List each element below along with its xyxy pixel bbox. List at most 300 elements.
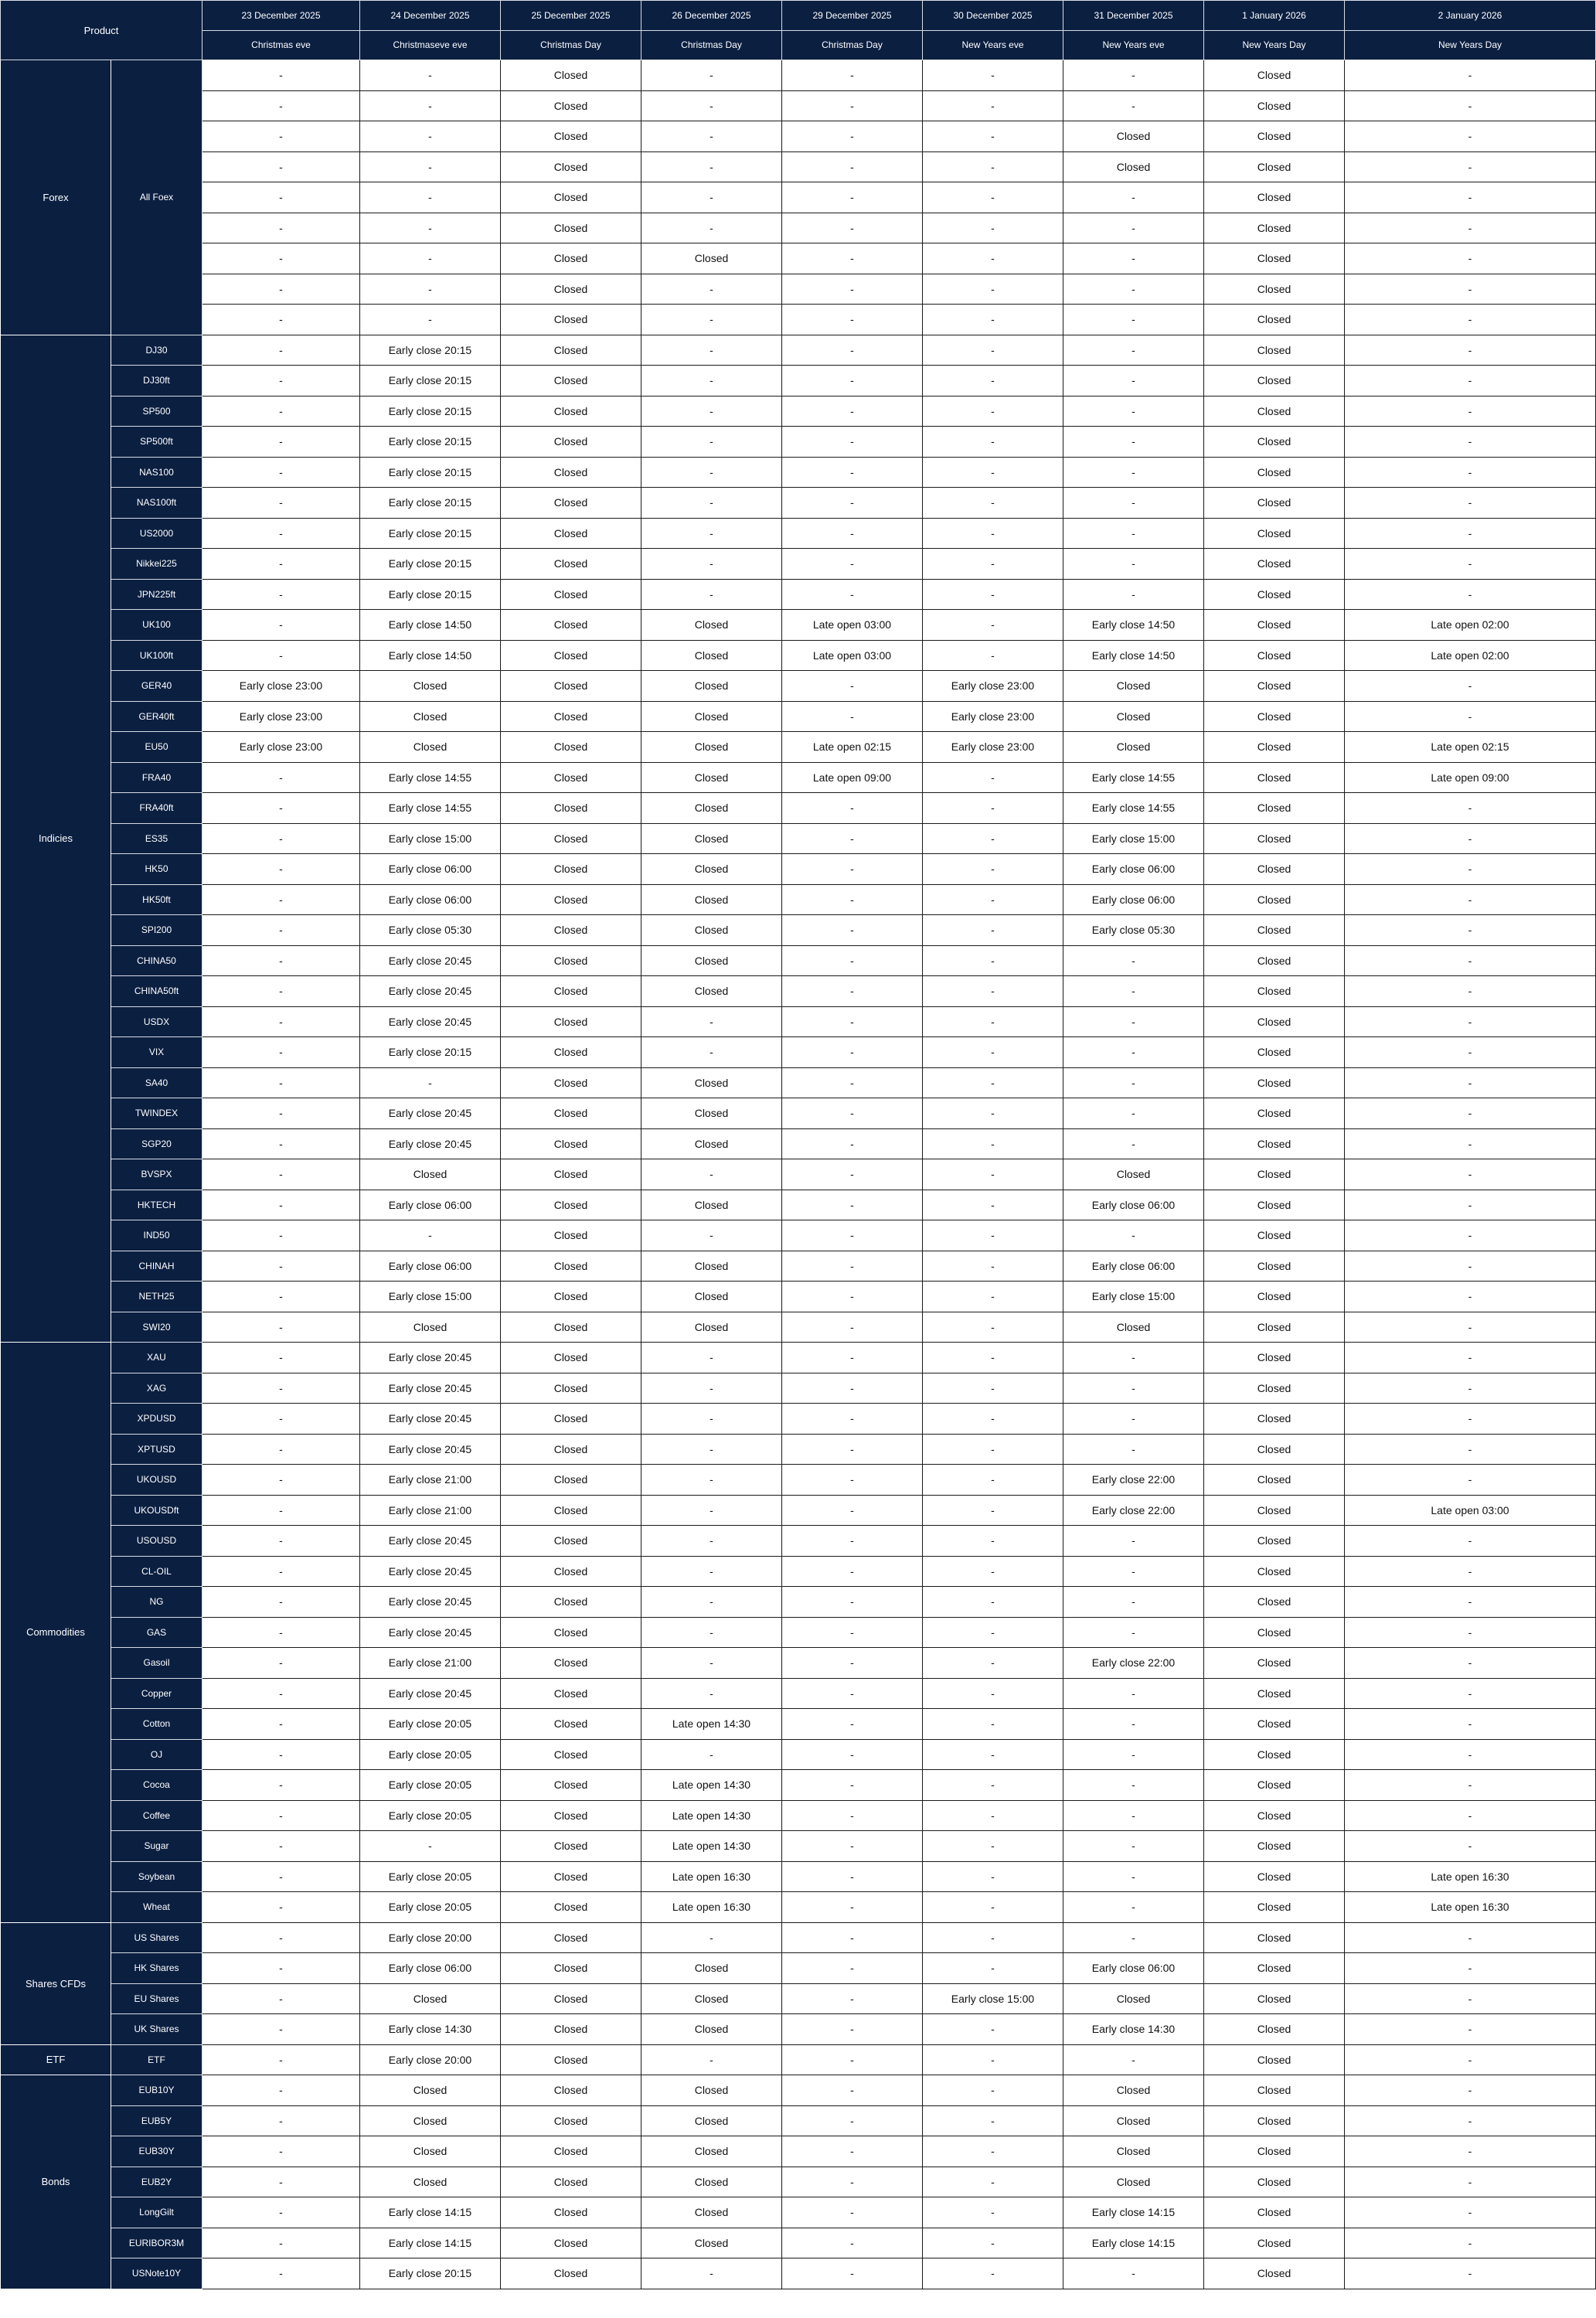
schedule-cell: Closed (501, 1495, 641, 1526)
schedule-cell: - (202, 610, 360, 641)
table-row (1, 1465, 1596, 1496)
schedule-cell: Late open 16:30 (1345, 1861, 1596, 1892)
table-row (1, 701, 1596, 732)
table-row (1, 1159, 1596, 1190)
schedule-cell: - (782, 1128, 923, 1159)
schedule-cell: Closed (1204, 1251, 1345, 1282)
schedule-cell: - (360, 60, 501, 91)
schedule-cell: Closed (1204, 1343, 1345, 1373)
schedule-cell: - (1345, 2136, 1596, 2167)
schedule-cell: Closed (501, 1343, 641, 1373)
schedule-cell: - (1345, 2228, 1596, 2258)
schedule-cell: Closed (501, 335, 641, 366)
schedule-cell: Early close 06:00 (1063, 1251, 1204, 1282)
schedule-cell: - (782, 1709, 923, 1740)
table-row (1, 1098, 1596, 1129)
schedule-cell: - (202, 579, 360, 610)
schedule-cell: Early close 20:45 (360, 1617, 501, 1648)
table-row (1, 1709, 1596, 1740)
schedule-cell: - (1345, 2075, 1596, 2106)
schedule-cell: - (923, 793, 1063, 824)
schedule-cell: - (923, 1312, 1063, 1343)
schedule-cell: - (923, 60, 1063, 91)
schedule-cell: Closed (501, 2258, 641, 2289)
schedule-cell: - (1063, 1770, 1204, 1801)
schedule-cell: - (782, 366, 923, 397)
schedule-cell: Closed (360, 2105, 501, 2136)
table-row (1, 762, 1596, 793)
table-row (1, 1006, 1596, 1037)
schedule-cell: Closed (1204, 1037, 1345, 1068)
schedule-cell: Early close 06:00 (1063, 884, 1204, 915)
schedule-cell: - (202, 1495, 360, 1526)
schedule-cell: Closed (501, 213, 641, 243)
schedule-cell: Early close 20:05 (360, 1709, 501, 1740)
schedule-cell: - (202, 2197, 360, 2228)
schedule-cell: - (1063, 488, 1204, 519)
schedule-cell: - (202, 1220, 360, 1251)
schedule-cell: - (1063, 1678, 1204, 1709)
product-cell: BVSPX (111, 1159, 202, 1190)
schedule-cell: - (923, 1128, 1063, 1159)
schedule-cell: Closed (1204, 884, 1345, 915)
schedule-cell: - (782, 335, 923, 366)
schedule-cell: Early close 14:15 (360, 2228, 501, 2258)
schedule-cell: - (202, 762, 360, 793)
schedule-cell: - (1345, 335, 1596, 366)
schedule-cell: - (641, 366, 782, 397)
schedule-cell: Closed (501, 182, 641, 213)
schedule-cell: - (782, 2258, 923, 2289)
schedule-cell: Closed (360, 732, 501, 763)
schedule-cell: Closed (501, 1678, 641, 1709)
schedule-cell: Closed (501, 701, 641, 732)
category-cell: Commodities (1, 1343, 111, 1923)
product-cell: SGP20 (111, 1128, 202, 1159)
table-row (1, 2197, 1596, 2228)
schedule-cell: Early close 20:15 (360, 1037, 501, 1068)
schedule-cell: Early close 15:00 (1063, 823, 1204, 854)
schedule-cell: - (1345, 1159, 1596, 1190)
schedule-cell: - (782, 1098, 923, 1129)
schedule-cell: Closed (1204, 2197, 1345, 2228)
product-cell: GER40 (111, 671, 202, 702)
schedule-cell: Early close 20:45 (360, 1434, 501, 1465)
product-cell: LongGilt (111, 2197, 202, 2228)
schedule-cell: - (360, 1220, 501, 1251)
table-row (1, 1128, 1596, 1159)
schedule-cell: Closed (501, 1526, 641, 1557)
table-row (1, 2105, 1596, 2136)
schedule-cell: - (1063, 60, 1204, 91)
schedule-cell: - (641, 488, 782, 519)
schedule-cell: - (1345, 427, 1596, 458)
schedule-cell: Closed (1204, 2075, 1345, 2106)
schedule-cell: - (202, 90, 360, 121)
schedule-cell: Closed (360, 701, 501, 732)
schedule-cell: - (1063, 549, 1204, 580)
schedule-cell: Closed (501, 427, 641, 458)
table-row (1, 1587, 1596, 1618)
schedule-cell: - (202, 884, 360, 915)
schedule-cell: - (202, 1373, 360, 1404)
schedule-cell: Late open 16:30 (1345, 1892, 1596, 1923)
schedule-cell: Early close 21:00 (360, 1495, 501, 1526)
product-cell: IND50 (111, 1220, 202, 1251)
product-cell: Soybean (111, 1861, 202, 1892)
schedule-cell: Closed (1204, 518, 1345, 549)
schedule-cell: - (923, 121, 1063, 152)
schedule-cell: - (202, 1037, 360, 1068)
schedule-cell: - (923, 1404, 1063, 1435)
schedule-cell: - (360, 90, 501, 121)
schedule-cell: Closed (641, 701, 782, 732)
schedule-cell: Closed (1204, 1831, 1345, 1862)
product-cell: DJ30ft (111, 366, 202, 397)
schedule-cell: - (782, 2167, 923, 2197)
schedule-cell: Closed (501, 1190, 641, 1220)
schedule-cell: - (1345, 1037, 1596, 1068)
holiday-header: Christmas Day (782, 30, 923, 60)
schedule-cell: - (202, 121, 360, 152)
schedule-cell: Early close 20:15 (360, 396, 501, 427)
schedule-cell: - (923, 1617, 1063, 1648)
schedule-cell: Closed (641, 2167, 782, 2197)
schedule-cell: - (782, 1465, 923, 1496)
schedule-cell: Closed (360, 2167, 501, 2197)
schedule-cell: Late open 02:00 (1345, 610, 1596, 641)
schedule-cell: - (923, 1739, 1063, 1770)
schedule-cell: Early close 14:15 (1063, 2228, 1204, 2258)
table-row (1, 1739, 1596, 1770)
schedule-cell: - (202, 1648, 360, 1679)
schedule-cell: Closed (1063, 151, 1204, 182)
schedule-cell: - (923, 2258, 1063, 2289)
table-row (1, 945, 1596, 976)
schedule-cell: Closed (501, 854, 641, 885)
schedule-cell: - (782, 549, 923, 580)
schedule-cell: Closed (501, 1159, 641, 1190)
schedule-cell: Early close 20:15 (360, 457, 501, 488)
product-cell: FRA40 (111, 762, 202, 793)
date-header: 2 January 2026 (1345, 1, 1596, 31)
schedule-cell: - (202, 2044, 360, 2075)
product-cell: XPDUSD (111, 1404, 202, 1435)
schedule-cell: - (1345, 60, 1596, 91)
table-row (1, 366, 1596, 397)
schedule-cell: - (202, 915, 360, 946)
schedule-cell: Closed (1204, 60, 1345, 91)
schedule-cell: - (1063, 305, 1204, 335)
schedule-cell: - (1345, 1404, 1596, 1435)
schedule-cell: - (360, 305, 501, 335)
schedule-cell: Closed (1204, 762, 1345, 793)
schedule-cell: - (782, 488, 923, 519)
schedule-cell: Closed (641, 823, 782, 854)
schedule-cell: - (1345, 213, 1596, 243)
schedule-cell: Closed (641, 915, 782, 946)
table-row (1, 2258, 1596, 2289)
schedule-cell: - (782, 1220, 923, 1251)
product-cell: EU Shares (111, 1983, 202, 2014)
schedule-cell: - (641, 1006, 782, 1037)
schedule-cell: Early close 20:45 (360, 1404, 501, 1435)
schedule-cell: Early close 20:05 (360, 1892, 501, 1923)
schedule-cell: Early close 06:00 (1063, 1190, 1204, 1220)
schedule-cell: Early close 20:45 (360, 1006, 501, 1037)
table-row (1, 1190, 1596, 1220)
schedule-cell: Closed (1063, 671, 1204, 702)
schedule-cell: Closed (1204, 1098, 1345, 1129)
schedule-cell: Closed (1204, 1373, 1345, 1404)
schedule-cell: - (923, 1465, 1063, 1496)
schedule-cell: - (782, 1312, 923, 1343)
schedule-cell: - (1345, 518, 1596, 549)
schedule-cell: Closed (501, 90, 641, 121)
schedule-cell: - (202, 2228, 360, 2258)
product-cell: US Shares (111, 1922, 202, 1953)
product-cell: OJ (111, 1739, 202, 1770)
schedule-cell: - (782, 1037, 923, 1068)
schedule-cell: Early close 20:45 (360, 1343, 501, 1373)
schedule-cell: - (1345, 549, 1596, 580)
schedule-cell: Closed (1204, 549, 1345, 580)
schedule-cell: - (923, 549, 1063, 580)
schedule-cell: - (923, 640, 1063, 671)
schedule-cell: - (923, 1434, 1063, 1465)
schedule-cell: Closed (641, 1282, 782, 1312)
schedule-cell: - (202, 1312, 360, 1343)
schedule-cell: Early close 06:00 (360, 884, 501, 915)
table-row (1, 1312, 1596, 1343)
schedule-cell: Closed (1204, 1465, 1345, 1496)
schedule-cell: Closed (1204, 1739, 1345, 1770)
schedule-cell: - (923, 854, 1063, 885)
schedule-cell: - (202, 1953, 360, 1984)
schedule-cell: - (641, 1373, 782, 1404)
product-cell: XAU (111, 1343, 202, 1373)
schedule-cell: Closed (501, 1556, 641, 1587)
schedule-cell: Early close 23:00 (923, 671, 1063, 702)
schedule-cell: - (360, 243, 501, 274)
schedule-cell: Early close 20:45 (360, 1678, 501, 1709)
schedule-cell: Closed (501, 1434, 641, 1465)
schedule-cell: - (1345, 1739, 1596, 1770)
product-cell: DJ30 (111, 335, 202, 366)
schedule-cell: - (923, 1922, 1063, 1953)
schedule-cell: - (1063, 1373, 1204, 1404)
table-row (1, 1404, 1596, 1435)
schedule-cell: - (1345, 1098, 1596, 1129)
schedule-cell: - (923, 1800, 1063, 1831)
schedule-cell: Closed (501, 549, 641, 580)
schedule-cell: Closed (501, 1709, 641, 1740)
schedule-cell: - (1063, 1587, 1204, 1618)
schedule-cell: Closed (501, 2044, 641, 2075)
schedule-cell: Closed (1204, 1128, 1345, 1159)
schedule-cell: Closed (1204, 1067, 1345, 1098)
product-cell: EUB2Y (111, 2167, 202, 2197)
schedule-cell: - (923, 335, 1063, 366)
holiday-header: Christmas Day (501, 30, 641, 60)
schedule-cell: - (923, 976, 1063, 1007)
schedule-cell: - (782, 701, 923, 732)
table-row (1, 396, 1596, 427)
schedule-cell: Closed (501, 2197, 641, 2228)
schedule-cell: Closed (501, 610, 641, 641)
schedule-cell: - (641, 90, 782, 121)
date-header: 30 December 2025 (923, 1, 1063, 31)
schedule-cell: Closed (501, 945, 641, 976)
schedule-cell: Early close 06:00 (360, 1190, 501, 1220)
schedule-cell: - (1345, 915, 1596, 946)
product-cell: HK Shares (111, 1953, 202, 1984)
schedule-cell: Closed (501, 1587, 641, 1618)
product-cell: UK100 (111, 610, 202, 641)
product-cell: SA40 (111, 1067, 202, 1098)
schedule-cell: Closed (1063, 732, 1204, 763)
product-cell: UKOUSDft (111, 1495, 202, 1526)
schedule-cell: - (202, 274, 360, 305)
schedule-cell: Early close 14:50 (360, 640, 501, 671)
schedule-cell: Closed (501, 1282, 641, 1312)
product-cell: UK100ft (111, 640, 202, 671)
schedule-cell: - (1345, 1587, 1596, 1618)
schedule-cell: Early close 15:00 (360, 1282, 501, 1312)
schedule-cell: - (202, 2014, 360, 2045)
schedule-cell: - (1345, 2197, 1596, 2228)
product-cell: HKTECH (111, 1190, 202, 1220)
schedule-cell: Early close 14:50 (360, 610, 501, 641)
schedule-cell: Early close 21:00 (360, 1465, 501, 1496)
schedule-cell: - (923, 151, 1063, 182)
date-header: 25 December 2025 (501, 1, 641, 31)
schedule-cell: Closed (1204, 1953, 1345, 1984)
schedule-cell: - (1345, 1831, 1596, 1862)
schedule-cell: Closed (501, 1770, 641, 1801)
schedule-cell: Closed (1204, 701, 1345, 732)
schedule-cell: Closed (1063, 1983, 1204, 2014)
schedule-cell: Early close 14:15 (360, 2197, 501, 2228)
schedule-cell: Closed (501, 305, 641, 335)
schedule-cell: - (641, 1556, 782, 1587)
schedule-cell: - (360, 213, 501, 243)
schedule-cell: - (202, 945, 360, 976)
schedule-cell: Closed (1204, 1892, 1345, 1923)
schedule-cell: - (360, 121, 501, 152)
schedule-cell: - (641, 1739, 782, 1770)
schedule-cell: Closed (501, 1220, 641, 1251)
product-cell: CHINAH (111, 1251, 202, 1282)
table-row (1, 915, 1596, 946)
holiday-header: Christmas eve (202, 30, 360, 60)
schedule-cell: Closed (641, 1128, 782, 1159)
category-cell: Indicies (1, 335, 111, 1343)
date-header: 31 December 2025 (1063, 1, 1204, 31)
schedule-cell: - (1063, 182, 1204, 213)
schedule-cell: - (1345, 305, 1596, 335)
schedule-cell: - (1063, 396, 1204, 427)
schedule-cell: - (923, 1953, 1063, 1984)
schedule-cell: - (1063, 518, 1204, 549)
schedule-cell: - (1063, 1617, 1204, 1648)
schedule-cell: Closed (1063, 1312, 1204, 1343)
schedule-cell: Closed (501, 1373, 641, 1404)
schedule-cell: - (1063, 1006, 1204, 1037)
schedule-cell: - (641, 121, 782, 152)
table-row (1, 2167, 1596, 2197)
product-cell: FRA40ft (111, 793, 202, 824)
schedule-cell: - (923, 243, 1063, 274)
schedule-cell: Closed (1204, 151, 1345, 182)
schedule-cell: - (1345, 1067, 1596, 1098)
schedule-cell: Early close 14:15 (1063, 2197, 1204, 2228)
schedule-cell: Early close 20:15 (360, 427, 501, 458)
schedule-cell: - (202, 243, 360, 274)
schedule-cell: - (782, 1556, 923, 1587)
table-row (1, 457, 1596, 488)
schedule-cell: Late open 14:30 (641, 1770, 782, 1801)
schedule-cell: Closed (1204, 1800, 1345, 1831)
product-cell: Gasoil (111, 1648, 202, 1679)
schedule-cell: Closed (1204, 2167, 1345, 2197)
schedule-cell: Late open 14:30 (641, 1709, 782, 1740)
table-row (1, 854, 1596, 885)
category-cell: ETF (1, 2044, 111, 2075)
schedule-cell: - (782, 1770, 923, 1801)
schedule-cell: - (641, 60, 782, 91)
schedule-cell: Closed (1204, 1006, 1345, 1037)
schedule-cell: - (641, 2258, 782, 2289)
schedule-cell: Closed (1204, 2014, 1345, 2045)
schedule-cell: Closed (641, 854, 782, 885)
schedule-cell: - (923, 1709, 1063, 1740)
schedule-cell: - (923, 1587, 1063, 1618)
schedule-cell: Closed (501, 1922, 641, 1953)
schedule-cell: - (202, 182, 360, 213)
schedule-cell: - (923, 274, 1063, 305)
schedule-cell: Early close 20:15 (360, 366, 501, 397)
schedule-cell: Early close 20:15 (360, 2258, 501, 2289)
product-cell: EURIBOR3M (111, 2228, 202, 2258)
schedule-cell: - (923, 610, 1063, 641)
schedule-cell: - (1063, 1128, 1204, 1159)
schedule-cell: Early close 20:15 (360, 579, 501, 610)
schedule-cell: - (923, 1251, 1063, 1282)
schedule-cell: Early close 06:00 (1063, 1953, 1204, 1984)
schedule-cell: Closed (501, 1617, 641, 1648)
schedule-cell: Closed (1204, 976, 1345, 1007)
schedule-cell: - (1345, 1373, 1596, 1404)
schedule-cell: Closed (1204, 182, 1345, 213)
schedule-cell: - (641, 213, 782, 243)
table-row (1, 884, 1596, 915)
schedule-cell: Early close 20:45 (360, 976, 501, 1007)
schedule-cell: Closed (1204, 1556, 1345, 1587)
schedule-cell: Closed (501, 579, 641, 610)
schedule-cell: - (1345, 945, 1596, 976)
product-cell: Nikkei225 (111, 549, 202, 580)
schedule-cell: Closed (641, 1312, 782, 1343)
schedule-cell: - (202, 1098, 360, 1129)
schedule-cell: Early close 22:00 (1063, 1465, 1204, 1496)
schedule-cell: Closed (1204, 854, 1345, 885)
schedule-cell: Closed (501, 1067, 641, 1098)
schedule-cell: Early close 22:00 (1063, 1648, 1204, 1679)
schedule-cell: - (1345, 1800, 1596, 1831)
schedule-cell: - (1345, 1922, 1596, 1953)
schedule-cell: - (1345, 1006, 1596, 1037)
